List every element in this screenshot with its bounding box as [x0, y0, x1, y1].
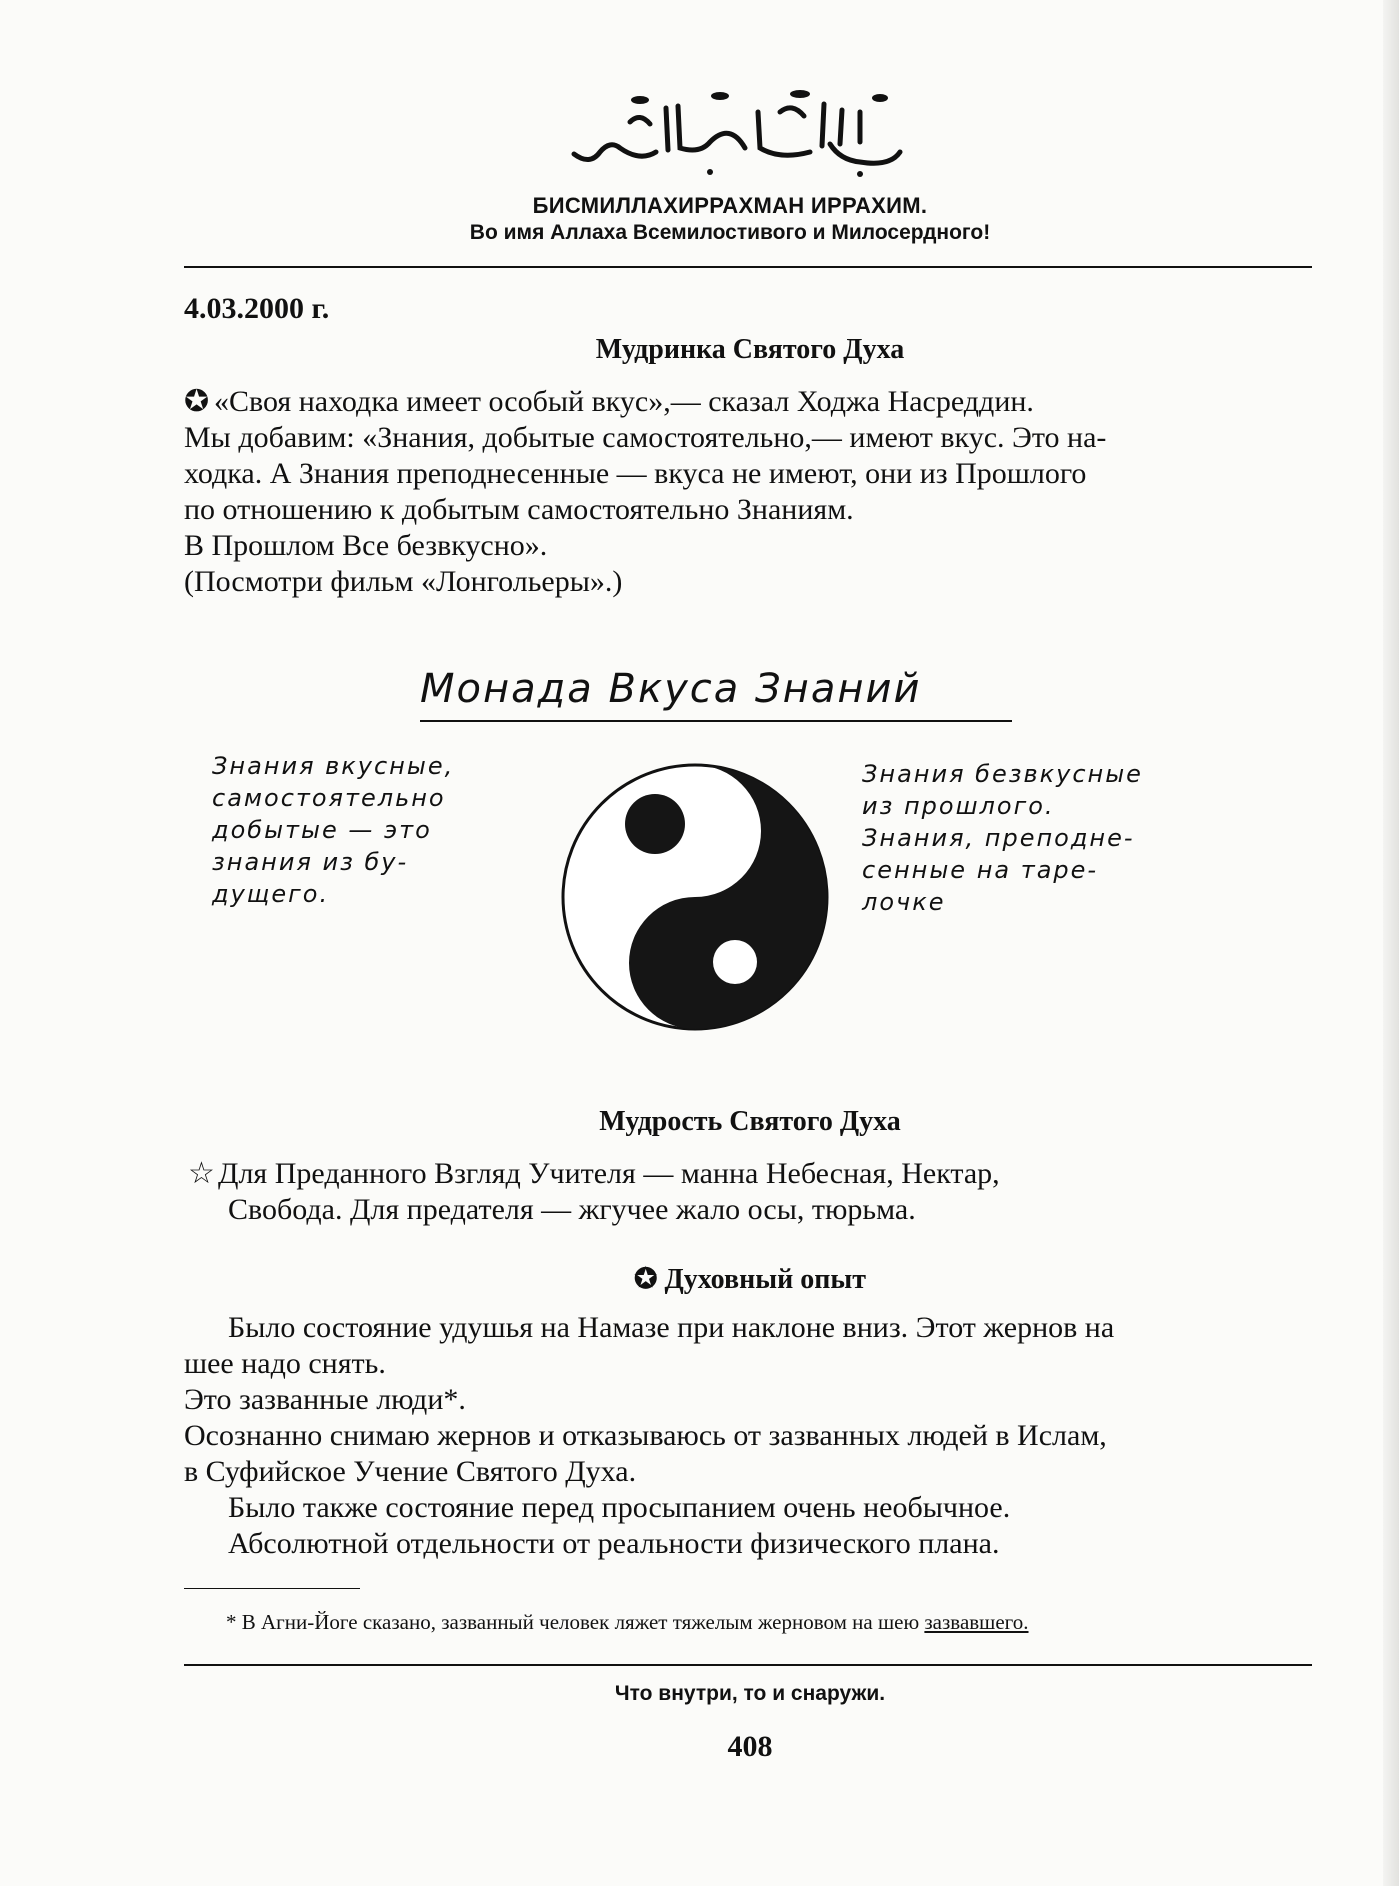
note-line: Знания, преподне-: [862, 824, 1135, 852]
footnote-divider: [184, 1588, 360, 1589]
text-line: В Прошлом Все безвкусно».: [184, 529, 548, 562]
text-line: ☆ Для Преданного Взгляд Учителя — манна Небесная, Нектар,: [188, 1157, 1000, 1190]
text-line: в Суфийское Учение Святого Духа.: [184, 1455, 637, 1488]
section-title-mudrinka: Мудринка Святого Духа: [595, 334, 905, 365]
footer-divider: [184, 1664, 1312, 1666]
section-title-opyt: ✪ Духовный опыт: [634, 1264, 866, 1295]
note-line: сенные на таре-: [862, 856, 1099, 884]
note-line: самостоятельно: [212, 784, 446, 812]
note-line: Знания безвкусные: [862, 760, 1143, 788]
text-line: Это зазванные люди*.: [184, 1383, 466, 1416]
star-icon: ☆: [188, 1157, 215, 1190]
text-line: Осознанно снимаю жернов и отказываюсь от зазванных людей в Ислам,: [184, 1419, 1107, 1452]
note-line: Знания вкусные,: [212, 752, 455, 780]
header-subtitle: Во имя Аллаха Всемилостивого и Милосердного!: [469, 221, 991, 244]
note-line: из прошлого.: [862, 792, 1055, 820]
entry-date: 4.03.2000 г.: [184, 292, 330, 325]
emblem-icon: ✪: [634, 1264, 665, 1295]
footnote-underlined-word: зазвавшего.: [924, 1610, 1029, 1634]
section-mudrost-body: [188, 1156, 1312, 1228]
section-title-mudrost: Мудрость Святого Духа: [599, 1106, 901, 1137]
footnote: * В Агни-Йоге сказано, зазванный человек ляжет тяжелым жерновом на шею зазвавшего.: [226, 1610, 1029, 1634]
text-line: Мы добавим: «Знания, добытые самостоятельно,— имеют вкус. Это на-: [184, 421, 1107, 454]
header-divider: [184, 266, 1312, 268]
page-number: 408: [727, 1730, 773, 1763]
note-line: дущего.: [212, 880, 330, 908]
text-line: шее надо снять.: [184, 1347, 386, 1380]
section-mudrinka-body: [184, 384, 1314, 600]
diagram-left-note: [212, 750, 454, 910]
text-line: Свобода. Для предателя — жгучее жало осы, тюрьма.: [228, 1193, 916, 1226]
note-line: знания из бу-: [212, 848, 409, 876]
text-line: Было также состояние перед просыпанием очень необычное.: [228, 1491, 1011, 1524]
text-line: по отношению к добытым самостоятельно Знаниям.: [184, 493, 854, 526]
diagram-title-underline: [420, 720, 1012, 722]
footer-motto: Что внутри, то и снаружи.: [614, 1682, 886, 1705]
section-opyt-body: [184, 1310, 1314, 1562]
note-line: лочке: [862, 888, 946, 916]
text-line: Было состояние удушья на Намазе при наклоне вниз. Этот жернов на: [228, 1311, 1115, 1344]
page-edge-shadow: [1383, 0, 1399, 1886]
star-in-circle-icon: ✪: [184, 385, 210, 418]
text-line: ходка. А Знания преподнесенные — вкуса не имеют, они из Прошлого: [184, 457, 1087, 490]
diagram-right-note: [862, 758, 1143, 918]
text-line: Абсолютной отдельности от реальности физического плана.: [228, 1527, 1000, 1560]
note-line: добытые — это: [212, 816, 432, 844]
arabic-calligraphy: [560, 82, 920, 182]
text-line: (Посмотри фильм «Лонгольеры».): [184, 565, 623, 598]
text-line: ✪ «Своя находка имеет особый вкус»,— сказал Ходжа Насреддин.: [184, 385, 1034, 418]
header-title: БИСМИЛЛАХИРРАХМАН ИРРАХИМ.: [532, 193, 928, 218]
yin-yang-symbol: [560, 762, 830, 1032]
diagram-title: Монада Вкуса Знаний: [420, 666, 922, 712]
